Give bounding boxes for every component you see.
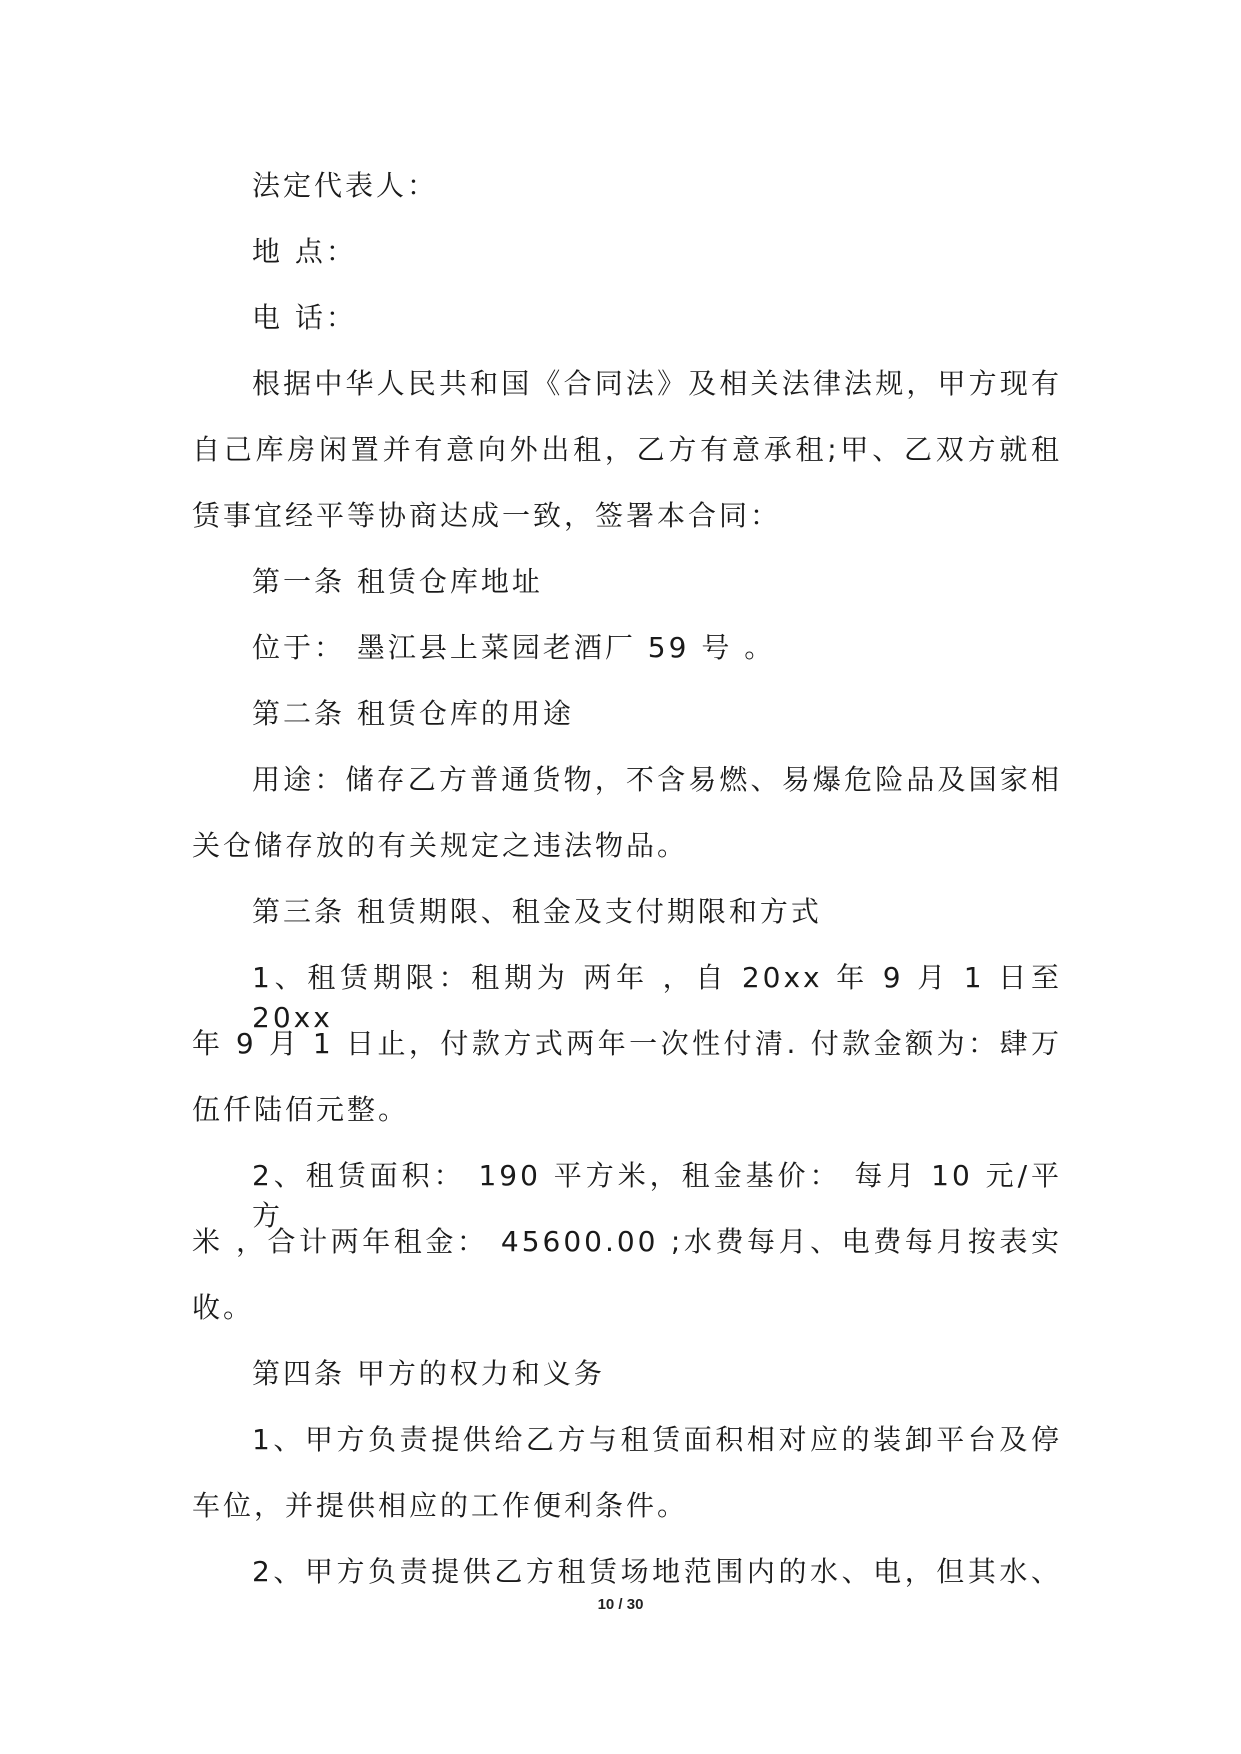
article-heading: 第一条 租赁仓库地址 [252,565,543,598]
page-number: 10 / 30 [597,1596,644,1613]
article-heading: 第二条 租赁仓库的用途 [252,697,574,730]
paragraph-line: 伍仟陆佰元整。 [192,1093,410,1126]
phone-line: 电 话： [252,301,357,334]
legal-representative-line: 法定代表人： [252,169,439,202]
paragraph-line: 1、租赁期限：租期为 两年 ，自 20xx 年 9 月 1 日至 20xx [252,961,1062,1034]
article-heading: 第四条 甲方的权力和义务 [252,1357,605,1390]
article-heading: 第三条 租赁期限、租金及支付期限和方式 [252,895,822,928]
address-line: 地 点： [252,235,357,268]
paragraph-line: 年 9 月 1 日止，付款方式两年一次性付清. 付款金额为：肆万 [192,1027,1062,1060]
paragraph-line: 2、租赁面积： 190 平方米，租金基价： 每月 10 元/平方 [252,1159,1062,1232]
paragraph-line: 车位，并提供相应的工作便利条件。 [192,1489,689,1522]
paragraph-line: 米 ，合计两年租金： 45600.00 ;水费每月、电费每月按表实 [192,1225,1062,1258]
paragraph-line: 2、甲方负责提供乙方租赁场地范围内的水、电，但其水、 [252,1555,1062,1588]
paragraph-line: 赁事宜经平等协商达成一致，签署本合同： [192,499,782,532]
paragraph-line: 收。 [192,1291,255,1324]
paragraph-line: 自己库房闲置并有意向外出租，乙方有意承租;甲、乙双方就租 [192,433,1062,466]
paragraph-line: 关仓储存放的有关规定之违法物品。 [192,829,689,862]
paragraph-line: 用途：储存乙方普通货物，不含易燃、易爆危险品及国家相 [252,763,1062,796]
paragraph-line: 1、甲方负责提供给乙方与租赁面积相对应的装卸平台及停 [252,1423,1062,1456]
paragraph-line: 根据中华人民共和国《合同法》及相关法律法规，甲方现有 [252,367,1062,400]
paragraph-line: 位于： 墨江县上菜园老酒厂 59 号 。 [252,631,776,664]
